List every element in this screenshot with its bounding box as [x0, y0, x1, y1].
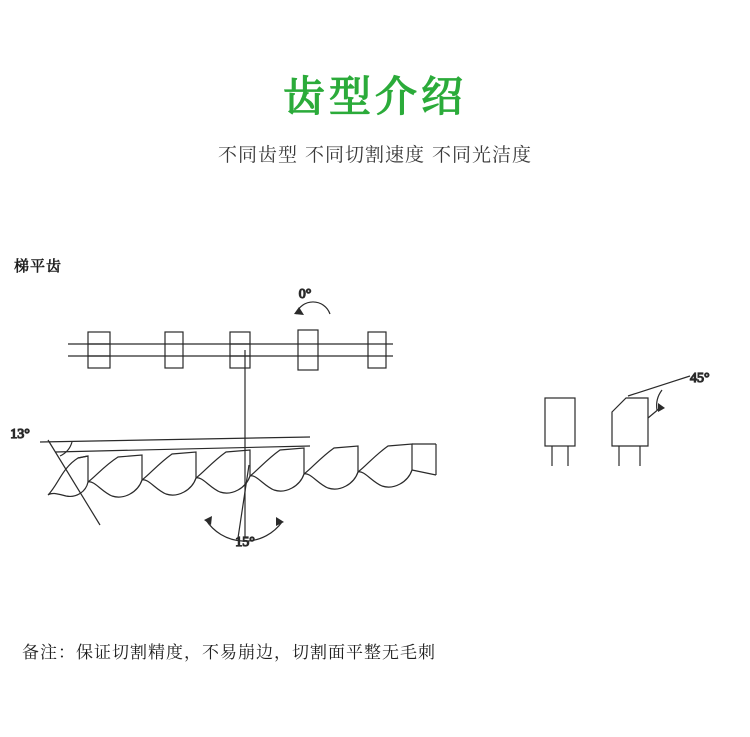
page-title: 齿型介绍	[282, 72, 467, 121]
clearance-arc	[60, 442, 72, 456]
tooth-type-label: 梯平齿	[14, 257, 63, 275]
page-subtitle: 不同齿型 不同切割速度 不同光洁度	[217, 144, 533, 166]
bevel-extension-line	[628, 376, 690, 396]
tooth-profile-5	[250, 448, 304, 491]
angle-label-hook: 15°	[235, 535, 255, 550]
footer-note: 备注：保证切割精度，不易崩边，切割面平整无毛刺	[22, 643, 436, 663]
tooth-profile-1	[48, 456, 88, 496]
tooth-profile-3	[142, 452, 196, 495]
tooth-profile-6	[304, 446, 358, 489]
tooth-section-beveled	[612, 376, 690, 466]
tooth-block-1	[88, 332, 110, 368]
tooth-block-5	[368, 332, 386, 368]
clearance-line-horizontal	[40, 437, 310, 442]
angle-label-bevel: 45°	[690, 371, 710, 386]
tooth-tip-reference-line	[55, 446, 310, 452]
tooth-geometry-drawing	[0, 270, 750, 600]
hook-angle-line	[238, 465, 249, 538]
tooth-block-3	[230, 332, 250, 368]
tooth-profile-4	[196, 450, 250, 493]
tooth-profile-7	[358, 444, 412, 487]
rotation-arrow-head	[294, 307, 304, 315]
tooth-profile-2	[88, 455, 142, 497]
angle-label-clearance: 13°	[10, 427, 30, 442]
tooth-section-flat	[545, 398, 575, 466]
angle-label-top-rake: 0°	[298, 287, 312, 302]
tooth-block-4	[298, 330, 318, 370]
bevel-arrow-head	[658, 403, 665, 412]
saw-blade-tooth-diagram	[0, 270, 750, 600]
tooth-block-2	[165, 332, 183, 368]
